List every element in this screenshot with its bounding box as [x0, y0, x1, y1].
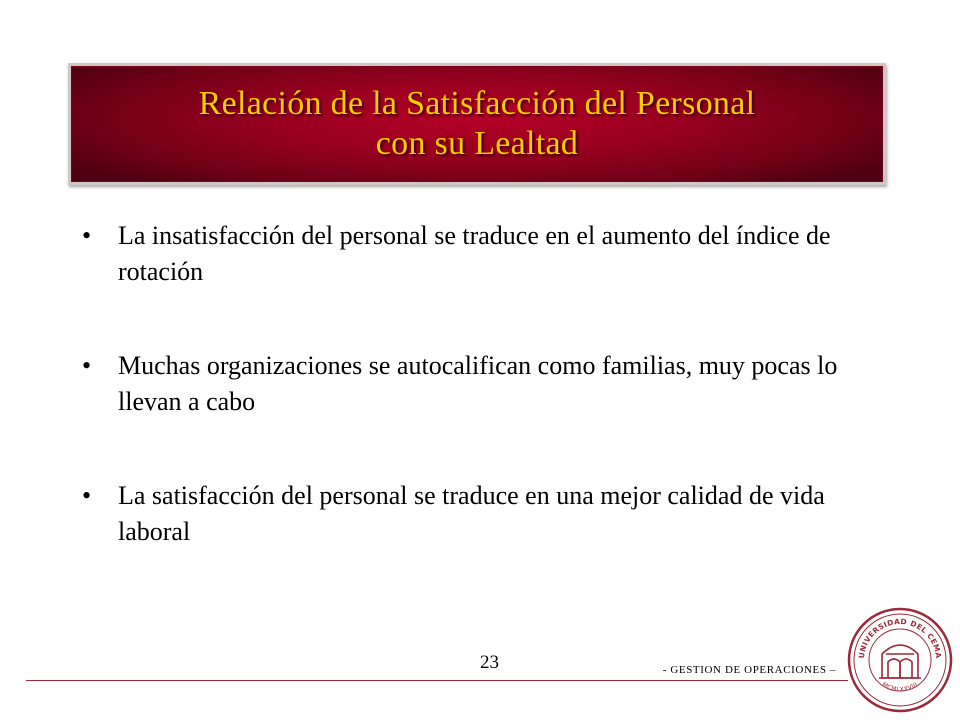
university-seal-logo — [846, 606, 954, 714]
slide-title-line-2: con su Lealtad — [375, 125, 579, 162]
bullet-list — [82, 218, 882, 608]
bullet-item — [82, 218, 882, 290]
footer-course-name: - GESTION DE OPERACIONES – — [662, 664, 836, 676]
seal-name-text: UNIVERSIDAD DEL CEMA — [856, 616, 944, 659]
page-number: 23 — [480, 652, 499, 673]
bullet-text: Muchas organizaciones se autocalifican como familias, muy pocas lo llevan a cabo — [118, 351, 838, 416]
bullet-text: La satisfacción del personal se traduce en una mejor calidad de vida laboral — [118, 481, 825, 546]
svg-text:MCMLXXVIII — [881, 681, 919, 693]
seal-year-text: MCMLXXVIII — [880, 681, 920, 694]
bullet-item — [82, 348, 882, 420]
bullet-dot: • — [82, 351, 92, 380]
bullet-dot: • — [82, 481, 92, 510]
bullet-text: La insatisfacción del personal se traduce en el aumento del índice de rotación — [118, 221, 831, 286]
slide-title-box — [68, 63, 886, 185]
footer-divider — [26, 680, 848, 681]
bullet-dot: • — [82, 221, 92, 250]
slide-title-line-1: Relación de la Satisfacción del Personal — [198, 85, 756, 122]
bullet-item — [82, 478, 882, 550]
